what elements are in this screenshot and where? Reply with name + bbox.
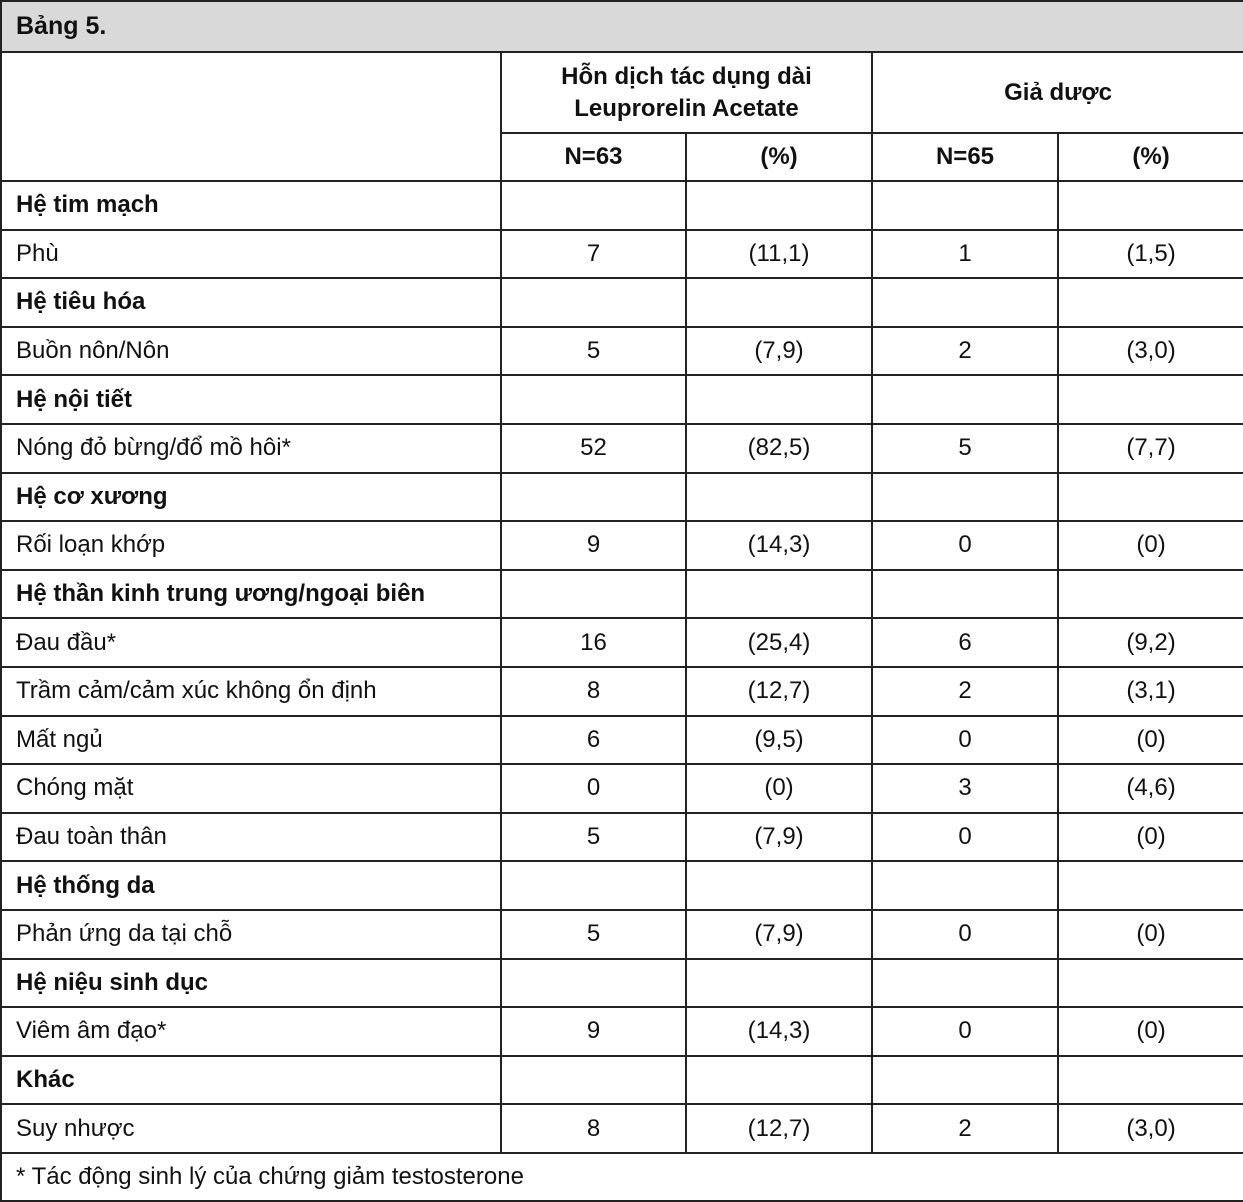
header-sub-p2: (%): [1058, 133, 1243, 181]
row-label: Viêm âm đạo*: [1, 1007, 501, 1056]
row-label: Đau đầu*: [1, 618, 501, 667]
cell-leuprorelin-n: 6: [501, 716, 686, 765]
cell-placebo-n: 1: [872, 230, 1058, 279]
row-label: Hệ thần kinh trung ương/ngoại biên: [1, 570, 501, 619]
cell-placebo-percent: [1058, 1056, 1243, 1105]
cell-leuprorelin-percent: [686, 959, 872, 1008]
row-label: Trầm cảm/cảm xúc không ổn định: [1, 667, 501, 716]
cell-placebo-percent: [1058, 181, 1243, 230]
cell-leuprorelin-percent: (7,9): [686, 813, 872, 862]
cell-leuprorelin-percent: (14,3): [686, 521, 872, 570]
cell-placebo-n: [872, 1056, 1058, 1105]
cell-placebo-percent: (0): [1058, 521, 1243, 570]
cell-leuprorelin-n: [501, 570, 686, 619]
table-row: [1, 910, 1243, 959]
category-row: [1, 278, 1243, 327]
cell-placebo-percent: [1058, 278, 1243, 327]
cell-leuprorelin-n: 9: [501, 521, 686, 570]
table-row: [1, 813, 1243, 862]
row-label: Khác: [1, 1056, 501, 1105]
table-row: [1, 1104, 1243, 1153]
cell-placebo-n: 0: [872, 910, 1058, 959]
cell-placebo-percent: (4,6): [1058, 764, 1243, 813]
cell-placebo-percent: (1,5): [1058, 230, 1243, 279]
table-row: [1, 521, 1243, 570]
row-label: Hệ tim mạch: [1, 181, 501, 230]
cell-placebo-n: [872, 375, 1058, 424]
category-row: [1, 570, 1243, 619]
header-group1-line1: Hỗn dịch tác dụng dài: [561, 62, 812, 90]
cell-leuprorelin-percent: [686, 570, 872, 619]
cell-placebo-n: [872, 861, 1058, 910]
header-group-placebo: Giả dược: [872, 52, 1243, 133]
cell-placebo-percent: (7,7): [1058, 424, 1243, 473]
cell-leuprorelin-n: [501, 1056, 686, 1105]
row-label: Đau toàn thân: [1, 813, 501, 862]
cell-leuprorelin-percent: [686, 375, 872, 424]
table-row: [1, 618, 1243, 667]
table-footnote: * Tác động sinh lý của chứng giảm testosterone: [1, 1153, 1243, 1201]
cell-leuprorelin-n: [501, 861, 686, 910]
cell-placebo-n: [872, 570, 1058, 619]
cell-placebo-percent: [1058, 375, 1243, 424]
cell-leuprorelin-percent: [686, 861, 872, 910]
row-label: Suy nhược: [1, 1104, 501, 1153]
cell-leuprorelin-percent: [686, 278, 872, 327]
table-title: Bảng 5.: [1, 1, 1243, 52]
row-label: Phù: [1, 230, 501, 279]
cell-leuprorelin-n: [501, 473, 686, 522]
cell-placebo-n: 2: [872, 667, 1058, 716]
cell-placebo-n: 0: [872, 521, 1058, 570]
cell-placebo-percent: (0): [1058, 910, 1243, 959]
cell-leuprorelin-percent: (82,5): [686, 424, 872, 473]
row-label: Hệ thống da: [1, 861, 501, 910]
cell-leuprorelin-n: [501, 181, 686, 230]
cell-leuprorelin-n: 16: [501, 618, 686, 667]
header-sub-n1: N=63: [501, 133, 686, 181]
cell-placebo-n: 6: [872, 618, 1058, 667]
row-label: Hệ niệu sinh dục: [1, 959, 501, 1008]
cell-placebo-percent: (0): [1058, 1007, 1243, 1056]
cell-placebo-percent: (0): [1058, 716, 1243, 765]
cell-placebo-n: 0: [872, 716, 1058, 765]
cell-placebo-n: 2: [872, 327, 1058, 376]
row-label: Phản ứng da tại chỗ: [1, 910, 501, 959]
category-row: [1, 1056, 1243, 1105]
cell-placebo-percent: (0): [1058, 813, 1243, 862]
table-row: [1, 327, 1243, 376]
cell-leuprorelin-percent: [686, 1056, 872, 1105]
cell-leuprorelin-percent: (7,9): [686, 910, 872, 959]
table-row: [1, 764, 1243, 813]
category-row: [1, 959, 1243, 1008]
table-row: [1, 230, 1243, 279]
cell-placebo-n: 2: [872, 1104, 1058, 1153]
table-row: [1, 1007, 1243, 1056]
header-sub-n2: N=65: [872, 133, 1058, 181]
cell-leuprorelin-n: 5: [501, 327, 686, 376]
cell-leuprorelin-percent: (0): [686, 764, 872, 813]
row-label: Hệ nội tiết: [1, 375, 501, 424]
cell-leuprorelin-n: 8: [501, 667, 686, 716]
cell-placebo-n: 5: [872, 424, 1058, 473]
cell-leuprorelin-percent: (14,3): [686, 1007, 872, 1056]
cell-leuprorelin-percent: [686, 473, 872, 522]
cell-placebo-n: 0: [872, 813, 1058, 862]
cell-leuprorelin-n: 9: [501, 1007, 686, 1056]
row-label: Buồn nôn/Nôn: [1, 327, 501, 376]
cell-leuprorelin-n: 5: [501, 813, 686, 862]
cell-placebo-percent: (3,1): [1058, 667, 1243, 716]
row-label: Nóng đỏ bừng/đổ mồ hôi*: [1, 424, 501, 473]
cell-placebo-percent: [1058, 959, 1243, 1008]
cell-leuprorelin-percent: (12,7): [686, 1104, 872, 1153]
cell-placebo-percent: [1058, 473, 1243, 522]
row-label: Hệ cơ xương: [1, 473, 501, 522]
cell-leuprorelin-n: [501, 959, 686, 1008]
cell-placebo-percent: [1058, 861, 1243, 910]
table-row: [1, 667, 1243, 716]
table-row: [1, 424, 1243, 473]
cell-leuprorelin-n: [501, 278, 686, 327]
cell-leuprorelin-percent: (9,5): [686, 716, 872, 765]
cell-leuprorelin-percent: (11,1): [686, 230, 872, 279]
cell-placebo-percent: (3,0): [1058, 327, 1243, 376]
category-row: [1, 181, 1243, 230]
category-row: [1, 473, 1243, 522]
table-body: [1, 181, 1243, 1153]
cell-leuprorelin-n: 8: [501, 1104, 686, 1153]
row-label: Rối loạn khớp: [1, 521, 501, 570]
row-label: Hệ tiêu hóa: [1, 278, 501, 327]
cell-leuprorelin-n: 0: [501, 764, 686, 813]
cell-placebo-n: 0: [872, 1007, 1058, 1056]
header-sub-p1: (%): [686, 133, 872, 181]
table-row: [1, 716, 1243, 765]
cell-placebo-percent: (3,0): [1058, 1104, 1243, 1153]
cell-placebo-n: [872, 473, 1058, 522]
row-label: Chóng mặt: [1, 764, 501, 813]
header-group1-line2: Leuprorelin Acetate: [574, 94, 799, 122]
cell-leuprorelin-percent: [686, 181, 872, 230]
cell-placebo-n: 3: [872, 764, 1058, 813]
header-group-leuprorelin: [501, 52, 872, 133]
cell-leuprorelin-percent: (25,4): [686, 618, 872, 667]
category-row: [1, 861, 1243, 910]
row-label: Mất ngủ: [1, 716, 501, 765]
cell-placebo-n: [872, 959, 1058, 1008]
cell-leuprorelin-n: 7: [501, 230, 686, 279]
cell-placebo-percent: (9,2): [1058, 618, 1243, 667]
header-empty-cell: [1, 52, 501, 181]
cell-leuprorelin-percent: (7,9): [686, 327, 872, 376]
category-row: [1, 375, 1243, 424]
cell-placebo-n: [872, 278, 1058, 327]
cell-placebo-n: [872, 181, 1058, 230]
cell-leuprorelin-n: [501, 375, 686, 424]
cell-leuprorelin-n: 5: [501, 910, 686, 959]
cell-leuprorelin-percent: (12,7): [686, 667, 872, 716]
cell-placebo-percent: [1058, 570, 1243, 619]
cell-leuprorelin-n: 52: [501, 424, 686, 473]
